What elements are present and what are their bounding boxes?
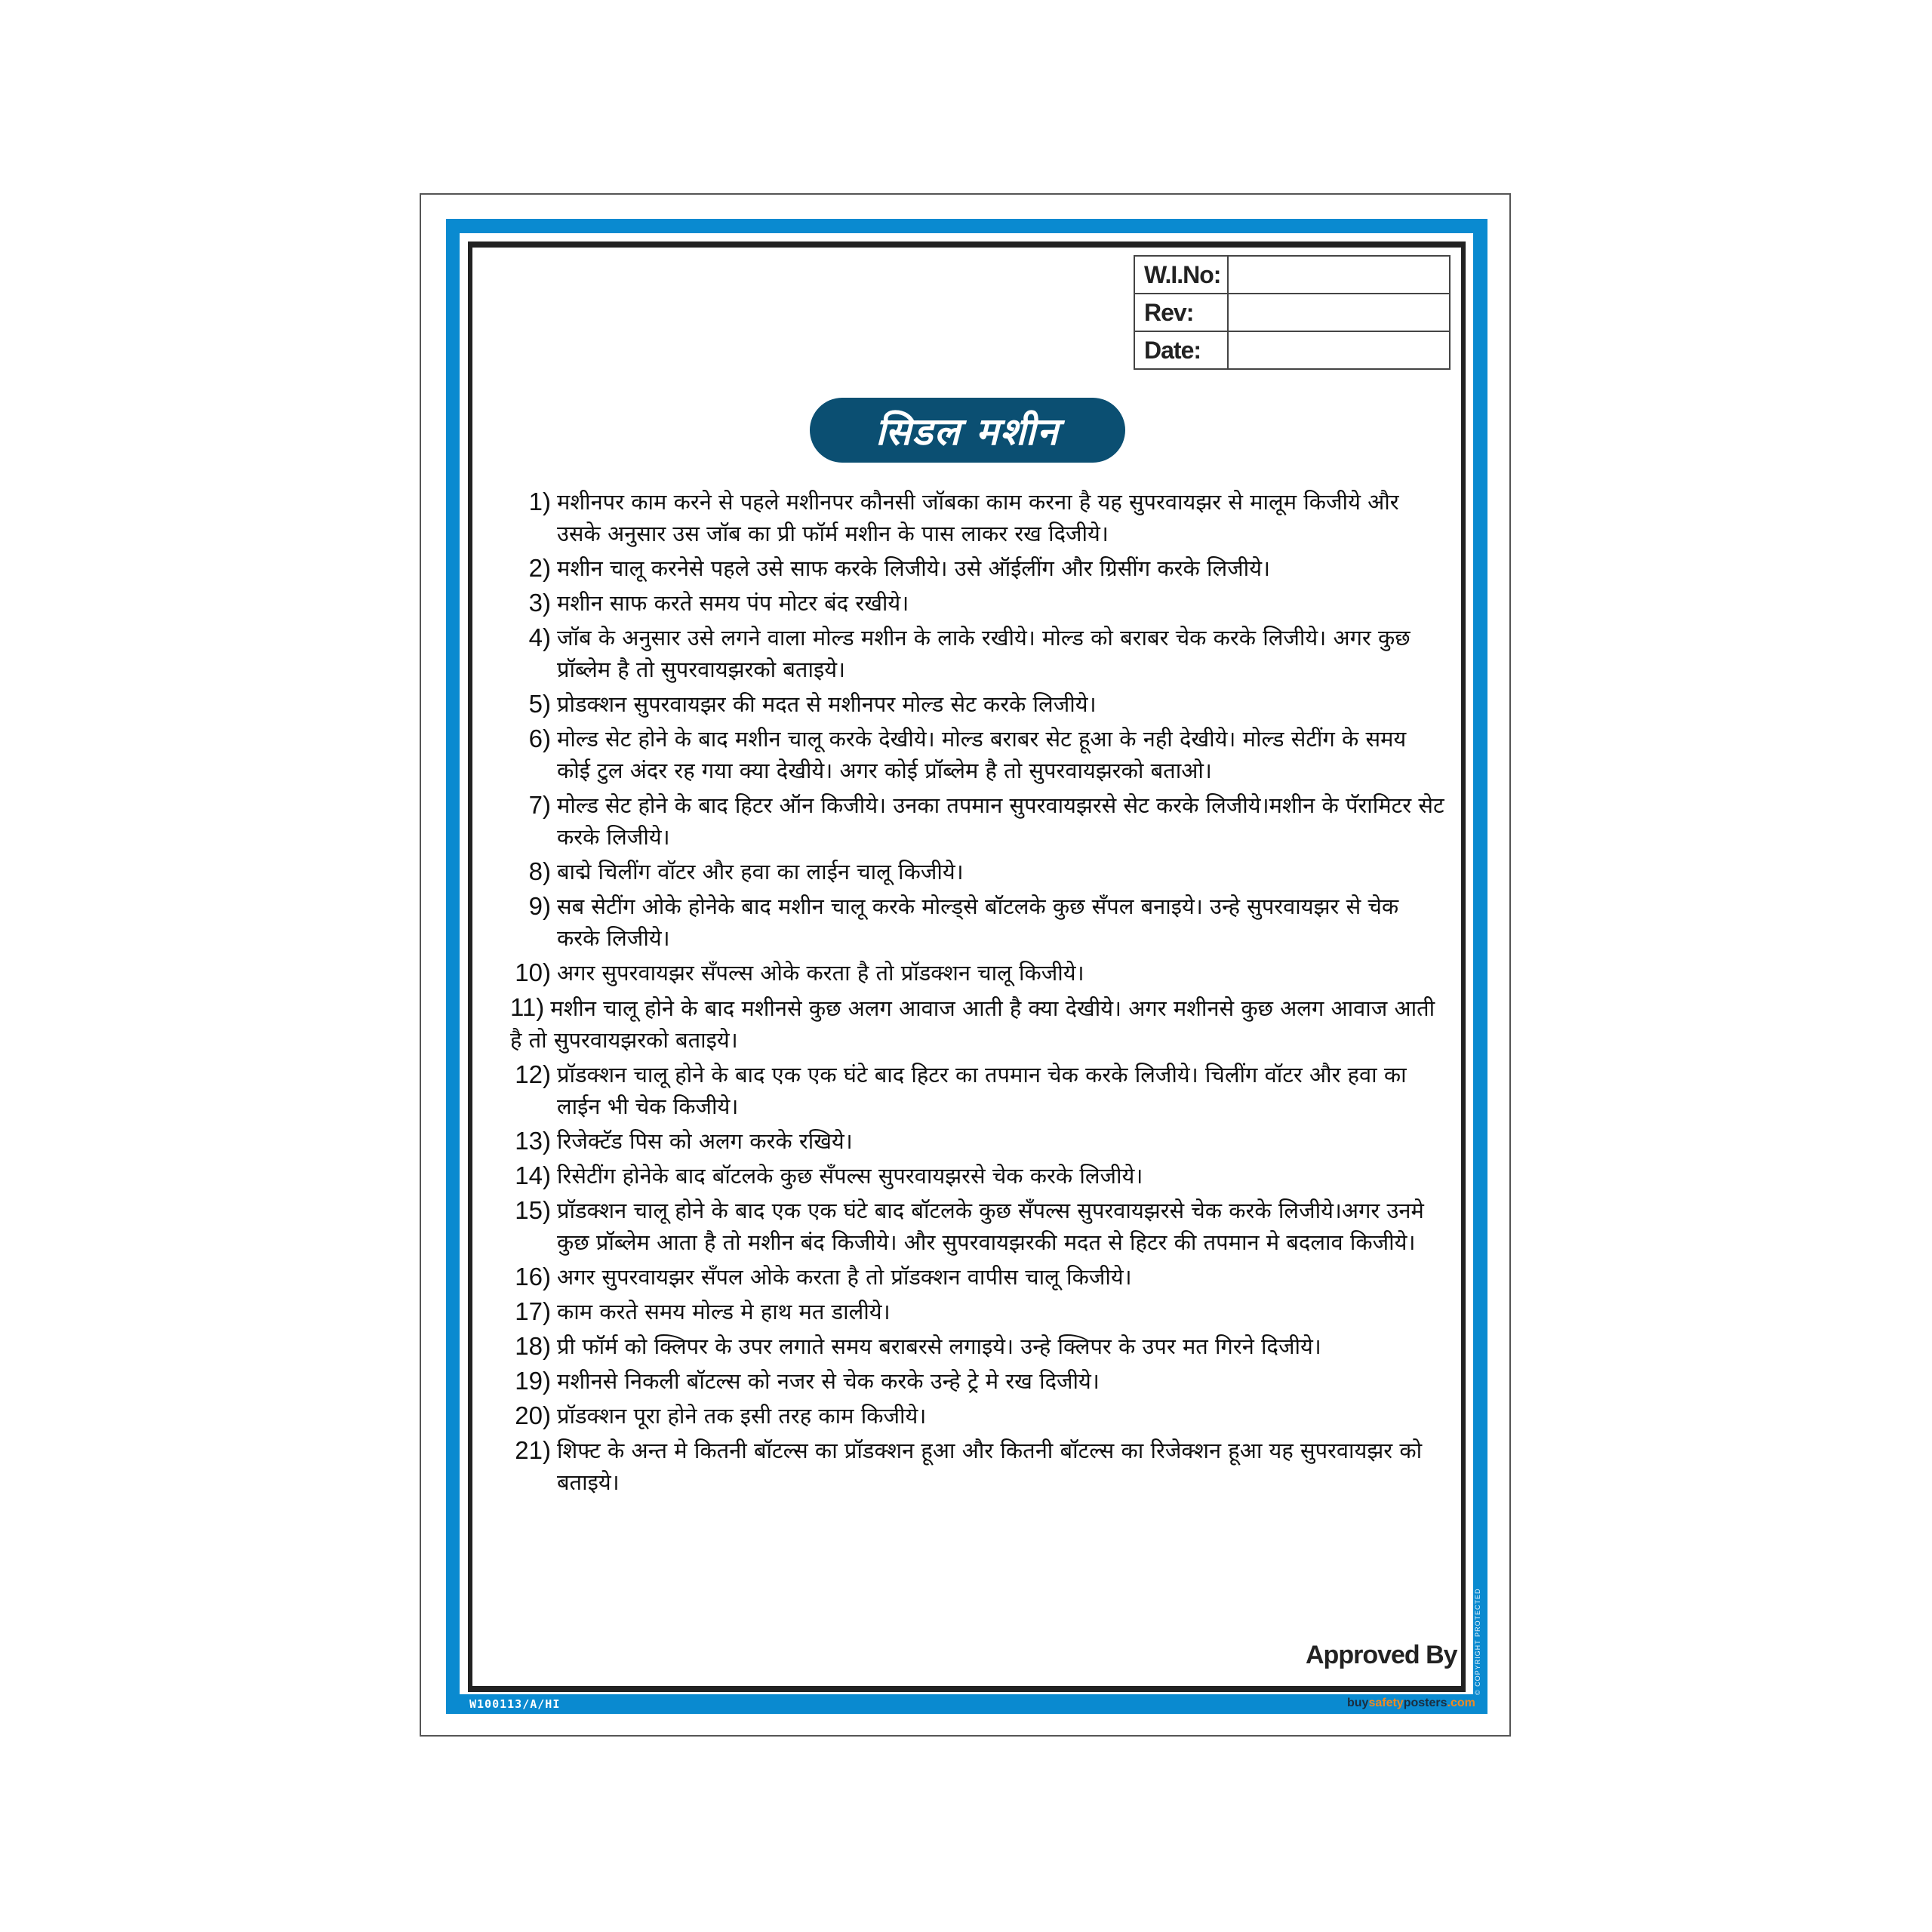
list-item xyxy=(510,622,1446,685)
item-number: 3) xyxy=(528,589,551,617)
list-item xyxy=(510,1435,1446,1498)
item-text: मशीन साफ करते समय पंप मोटर बंद रखीये। xyxy=(557,590,909,616)
document-code: W100113/A/HI xyxy=(469,1697,561,1711)
instruction-list xyxy=(510,486,1446,1501)
item-number: 13) xyxy=(515,1127,551,1155)
copyright-notice: © COPYRIGHT PROTECTED xyxy=(1474,1588,1481,1695)
item-number: 15) xyxy=(515,1196,551,1224)
list-item xyxy=(510,789,1446,853)
list-item xyxy=(510,1195,1446,1258)
brand-part-posters: posters xyxy=(1403,1697,1447,1709)
list-item xyxy=(510,587,1446,619)
info-row-rev xyxy=(1134,294,1450,331)
item-text: मशीन चालू करनेसे पहले उसे साफ करके लिजीये। उसे ऑईलींग और ग्रिसींग करके लिजीये। xyxy=(557,555,1271,581)
item-number: 8) xyxy=(528,857,551,885)
item-number: 2) xyxy=(528,554,551,582)
list-item xyxy=(510,992,1446,1056)
item-text: प्री फॉर्म को क्लिपर के उपर लगाते समय बराबरसे लगाइये। उन्हे क्लिपर के उपर मत गिरने दिजीये। xyxy=(557,1334,1321,1359)
item-text: जॉब के अनुसार उसे लगने वाला मोल्ड मशीन के लाके रखीये। मोल्ड को बराबर चेक करके लिजीये। अगर कुछ प्रॉब्लेम है तो सुपरवायझरको बताइये। xyxy=(557,625,1411,682)
list-item xyxy=(510,1331,1446,1362)
item-text: अगर सुपरवायझर सॅंपल्स ओके करता है तो प्रॉडक्शन चालू किजीये। xyxy=(557,960,1084,986)
list-item xyxy=(510,1365,1446,1397)
item-number: 16) xyxy=(515,1263,551,1291)
list-item xyxy=(510,856,1446,888)
list-item xyxy=(510,1261,1446,1293)
item-text: रिसेटींग होनेके बाद बॉटलके कुछ सॅंपल्स सुपरवायझरसे चेक करके लिजीये। xyxy=(557,1163,1143,1189)
date-label: Date: xyxy=(1134,331,1228,369)
list-item xyxy=(510,1296,1446,1327)
item-text: प्रॉडक्शन चालू होने के बाद एक एक घंटे बाद बॉटलके कुछ सॅंपल्स सुपरवायझरसे चेक करके लिजीये।अगर उनमे कुछ प्रॉब्लेम आता है तो मशीन बंद किजीये। और सुपरवायझरकी मदत से हिटर की तपमान मे बदलाव किजीये। xyxy=(557,1198,1424,1255)
item-text: प्रॉडक्शन पूरा होने तक इसी तरह काम किजीये। xyxy=(557,1403,927,1429)
item-text: अगर सुपरवायझर सॅंपल ओके करता है तो प्रॉडक्शन वापीस चालू किजीये। xyxy=(557,1264,1132,1290)
list-item xyxy=(510,1059,1446,1122)
item-text: प्रॉडक्शन चालू होने के बाद एक एक घंटे बाद हिटर का तपमान चेक करके लिजीये। चिलींग वॉटर और हवा का लाईन भी चेक किजीये। xyxy=(557,1062,1407,1119)
approved-by-label: Approved By xyxy=(1306,1641,1457,1669)
item-text: मोल्ड सेट होने के बाद मशीन चालू करके देखीये। मोल्ड बराबर सेट हूआ के नही देखीये। मोल्ड सेटींग के समय कोई टुल अंदर रह गया क्या देखीये। अगर कोई प्रॉब्लेम है तो सुपरवायझरको बताओ। xyxy=(557,726,1407,783)
list-item xyxy=(510,552,1446,584)
brand-part-com: .com xyxy=(1447,1697,1475,1709)
wi-no-value xyxy=(1228,256,1450,294)
item-number: 19) xyxy=(515,1367,551,1395)
item-text: मशीनपर काम करने से पहले मशीनपर कौनसी जॉबका काम करना है यह सुपरवायझर से मालूम किजीये और उसके अनुसार उस जॉब का प्री फॉर्म मशीन के पास लाकर रख दिजीये। xyxy=(557,489,1399,546)
page-title: सिडल मशीन xyxy=(875,410,1060,454)
item-number: 5) xyxy=(528,690,551,718)
item-number: 18) xyxy=(515,1332,551,1360)
list-item xyxy=(510,486,1446,549)
list-item xyxy=(510,1160,1446,1192)
item-number: 7) xyxy=(528,791,551,819)
item-number: 21) xyxy=(515,1436,551,1464)
website-brand xyxy=(1347,1697,1475,1710)
list-item xyxy=(510,891,1446,954)
date-value xyxy=(1228,331,1450,369)
list-item xyxy=(510,1125,1446,1157)
item-number: 12) xyxy=(515,1060,551,1088)
item-text: शिफ्ट के अन्त मे कितनी बॉटल्स का प्रॉडक्शन हूआ और कितनी बॉटल्स का रिजेक्शन हूआ यह सुपरवायझर को बताइये। xyxy=(557,1438,1423,1495)
item-text: मोल्ड सेट होने के बाद हिटर ऑन किजीये। उनका तपमान सुपरवायझरसे सेट करके लिजीये।मशीन के पॅरामिटर सेट करके लिजीये। xyxy=(557,792,1444,850)
list-item xyxy=(510,957,1446,989)
item-number: 20) xyxy=(515,1401,551,1429)
item-number: 11) xyxy=(510,993,545,1021)
wi-no-label: W.I.No: xyxy=(1134,256,1228,294)
brand-part-safety: safety xyxy=(1368,1697,1404,1709)
list-item xyxy=(510,688,1446,720)
item-text: काम करते समय मोल्ड मे हाथ मत डालीये। xyxy=(557,1299,891,1324)
item-text: मशीन चालू होने के बाद मशीनसे कुछ अलग आवाज आती है क्या देखीये। अगर मशीनसे कुछ अलग आवाज आती है तो सुपरवायझरको बताइये। xyxy=(510,995,1435,1053)
rev-label: Rev: xyxy=(1134,294,1228,331)
item-number: 6) xyxy=(528,724,551,752)
item-text: सब सेटींग ओके होनेके बाद मशीन चालू करके मोल्ड्से बॉटलके कुछ सॅंपल बनाइये। उन्हे सुपरवायझर से चेक करके लिजीये। xyxy=(557,894,1399,951)
item-text: मशीनसे निकली बॉटल्स को नजर से चेक करके उन्हे ट्रे मे रख दिजीये। xyxy=(557,1368,1100,1394)
item-text: रिजेक्टॅड पिस को अलग करके रखिये। xyxy=(557,1128,853,1154)
title-banner xyxy=(810,398,1125,463)
item-number: 4) xyxy=(528,623,551,651)
item-number: 17) xyxy=(515,1297,551,1325)
item-number: 9) xyxy=(528,892,551,920)
work-instruction-info-table xyxy=(1134,255,1451,370)
info-row-date xyxy=(1134,331,1450,369)
rev-value xyxy=(1228,294,1450,331)
item-number: 1) xyxy=(528,488,551,515)
list-item xyxy=(510,1400,1446,1432)
item-number: 14) xyxy=(515,1161,551,1189)
brand-part-buy: buy xyxy=(1347,1697,1369,1709)
item-text: प्रोडक्शन सुपरवायझर की मदत से मशीनपर मोल्ड सेट करके लिजीये। xyxy=(557,691,1097,717)
item-number: 10) xyxy=(515,958,551,986)
list-item xyxy=(510,723,1446,786)
info-row-wi-no xyxy=(1134,256,1450,294)
item-text: बाद्मे चिलींग वॉटर और हवा का लाईन चालू किजीये। xyxy=(557,859,964,884)
